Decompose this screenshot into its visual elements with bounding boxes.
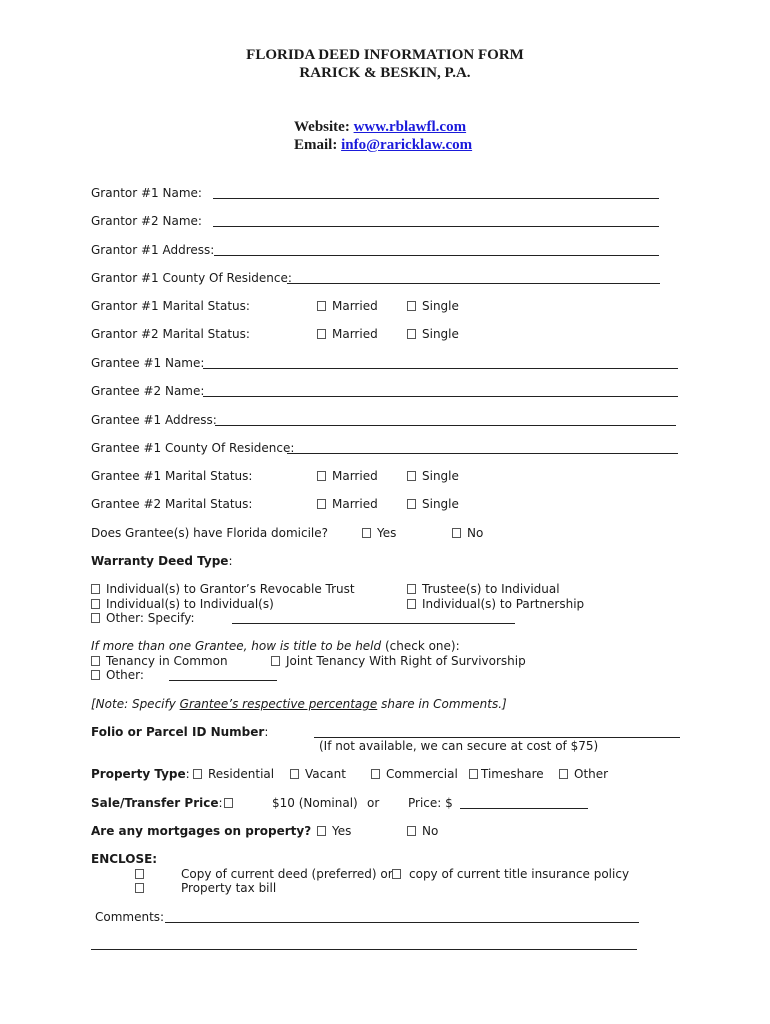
domicile-yes-option[interactable]: Yes (362, 526, 396, 540)
checkbox[interactable] (559, 769, 568, 779)
grantee2-married-option[interactable]: Married (317, 497, 378, 511)
grantor2-name-field[interactable] (213, 226, 659, 227)
grantee1-single-option[interactable]: Single (407, 469, 459, 483)
domicile-no-option[interactable]: No (452, 526, 483, 540)
grantee1-name-label: Grantee #1 Name: (91, 356, 205, 370)
folio-label: Folio or Parcel ID Number: (91, 725, 269, 739)
grantor1-name-field[interactable] (213, 198, 659, 199)
property-type-label: Property Type: (91, 767, 190, 781)
price-amount-field[interactable] (460, 808, 588, 809)
website-label: Website: (294, 119, 350, 135)
checkbox[interactable] (407, 826, 416, 836)
grantor1-county-field[interactable] (287, 283, 660, 284)
grantor2-marital-label: Grantor #2 Marital Status: (91, 327, 250, 341)
property-other-option[interactable]: Other (559, 767, 608, 781)
checkbox[interactable] (91, 599, 100, 609)
website-link[interactable]: www.rblawfl.com (353, 119, 467, 135)
title-held-other-field[interactable] (169, 680, 277, 681)
price-label: Sale/Transfer Price: (91, 796, 223, 810)
comments-field-line2[interactable] (91, 949, 637, 950)
checkbox[interactable] (135, 883, 144, 893)
checkbox[interactable] (407, 329, 416, 339)
grantee1-county-field[interactable] (287, 453, 678, 454)
warranty-trustee-option[interactable]: Trustee(s) to Individual (407, 582, 560, 596)
checkbox[interactable] (407, 301, 416, 311)
checkbox[interactable] (91, 670, 100, 680)
mortgages-question: Are any mortgages on property? (91, 824, 312, 838)
grantee2-name-field[interactable] (203, 396, 678, 397)
checkbox[interactable] (317, 329, 326, 339)
email-label: Email: (294, 137, 338, 153)
website-row (294, 119, 466, 136)
mortgages-yes-option[interactable]: Yes (317, 824, 351, 838)
joint-tenancy-option[interactable]: Joint Tenancy With Right of Survivorship (271, 654, 526, 668)
email-link[interactable]: info@raricklaw.com (341, 137, 473, 153)
checkbox[interactable] (407, 584, 416, 594)
checkbox[interactable] (91, 613, 100, 623)
property-timeshare-option[interactable]: Timeshare (469, 767, 544, 781)
property-vacant-option[interactable]: Vacant (290, 767, 346, 781)
nominal-price-text: $10 (Nominal) (272, 796, 358, 810)
price-amount-label: Price: $ (408, 796, 453, 810)
price-or-text: or (367, 796, 380, 810)
warranty-other-option[interactable]: Other: Specify: (91, 611, 195, 625)
warranty-revocable-trust-option[interactable]: Individual(s) to Grantor’s Revocable Trust (91, 582, 355, 596)
grantee1-marital-label: Grantee #1 Marital Status: (91, 469, 253, 483)
title-held-other-option[interactable]: Other: (91, 668, 144, 682)
checkbox[interactable] (290, 769, 299, 779)
checkbox[interactable] (407, 499, 416, 509)
email-row (294, 137, 472, 154)
folio-hint: (If not available, we can secure at cost of $75) (319, 739, 599, 753)
deed-copy-text: Copy of current deed (preferred) or (181, 867, 393, 881)
grantor1-married-option[interactable]: Married (317, 299, 378, 313)
grantor1-name-label: Grantor #1 Name: (91, 186, 202, 200)
grantor1-address-field[interactable] (214, 255, 659, 256)
deed-copy-checkbox[interactable] (135, 867, 150, 881)
property-commercial-option[interactable]: Commercial (371, 767, 458, 781)
warranty-individuals-option[interactable]: Individual(s) to Individual(s) (91, 597, 274, 611)
grantor1-county-label: Grantor #1 County Of Residence: (91, 271, 292, 285)
checkbox[interactable] (407, 599, 416, 609)
checkbox[interactable] (371, 769, 380, 779)
warranty-partnership-option[interactable]: Individual(s) to Partnership (407, 597, 584, 611)
comments-field-line1[interactable] (165, 922, 639, 923)
checkbox[interactable] (362, 528, 371, 538)
grantee2-name-label: Grantee #2 Name: (91, 384, 205, 398)
nominal-checkbox[interactable] (224, 796, 239, 810)
percentage-note: [Note: Specify Grantee’s respective percentage share in Comments.] (91, 697, 507, 711)
grantor2-married-option[interactable]: Married (317, 327, 378, 341)
grantee1-address-field[interactable] (215, 425, 676, 426)
form-title: FLORIDA DEED INFORMATION FORM (246, 47, 524, 63)
tax-bill-text: Property tax bill (181, 881, 277, 895)
warranty-heading: Warranty Deed Type: (91, 554, 233, 568)
folio-field[interactable] (314, 737, 680, 738)
checkbox[interactable] (469, 769, 478, 779)
tax-bill-checkbox[interactable] (135, 881, 150, 895)
domicile-question: Does Grantee(s) have Florida domicile? (91, 526, 329, 540)
checkbox[interactable] (91, 656, 100, 666)
comments-label: Comments: (95, 910, 165, 924)
title-held-question: If more than one Grantee, how is title to be held (check one): (91, 639, 460, 653)
grantee1-county-label: Grantee #1 County Of Residence: (91, 441, 295, 455)
grantee1-name-field[interactable] (203, 368, 678, 369)
grantee2-single-option[interactable]: Single (407, 497, 459, 511)
checkbox[interactable] (407, 471, 416, 481)
checkbox[interactable] (193, 769, 202, 779)
title-policy-option[interactable]: copy of current title insurance policy (392, 867, 629, 881)
checkbox[interactable] (317, 499, 326, 509)
grantor2-name-label: Grantor #2 Name: (91, 214, 202, 228)
grantor1-single-option[interactable]: Single (407, 299, 459, 313)
grantor2-single-option[interactable]: Single (407, 327, 459, 341)
firm-name: RARICK & BESKIN, P.A. (299, 65, 471, 81)
checkbox[interactable] (224, 798, 233, 808)
grantee2-marital-label: Grantee #2 Marital Status: (91, 497, 253, 511)
grantee1-married-option[interactable]: Married (317, 469, 378, 483)
checkbox[interactable] (91, 584, 100, 594)
checkbox[interactable] (317, 471, 326, 481)
grantee1-address-label: Grantee #1 Address: (91, 413, 217, 427)
checkbox[interactable] (392, 869, 401, 879)
checkbox[interactable] (452, 528, 461, 538)
checkbox[interactable] (317, 826, 326, 836)
warranty-other-field[interactable] (232, 623, 515, 624)
checkbox[interactable] (317, 301, 326, 311)
checkbox[interactable] (135, 869, 144, 879)
property-residential-option[interactable]: Residential (193, 767, 274, 781)
mortgages-no-option[interactable]: No (407, 824, 438, 838)
enclose-label: ENCLOSE: (91, 852, 158, 866)
grantor1-marital-label: Grantor #1 Marital Status: (91, 299, 250, 313)
tenancy-common-option[interactable]: Tenancy in Common (91, 654, 228, 668)
checkbox[interactable] (271, 656, 280, 666)
grantor1-address-label: Grantor #1 Address: (91, 243, 215, 257)
